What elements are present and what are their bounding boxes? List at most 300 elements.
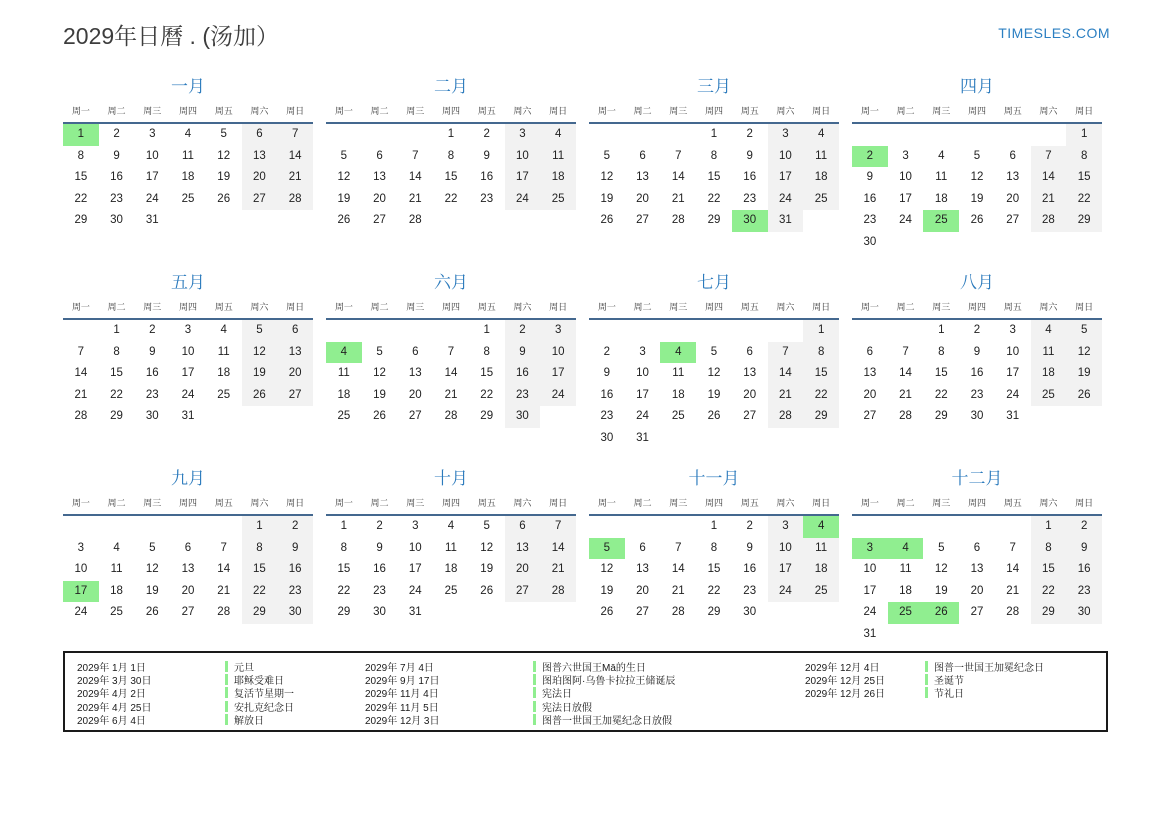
- weekday-label: 周三: [143, 106, 162, 116]
- legend-entry-date: 2029年 12月 4日: [805, 663, 880, 675]
- weekday-label: 周二: [633, 106, 652, 116]
- day-cell: 11: [445, 541, 457, 554]
- holiday-marker-bar: [225, 674, 228, 685]
- day-cell: 26: [707, 410, 721, 422]
- day-cell: 8: [242, 538, 278, 560]
- day-cell: 18: [1031, 363, 1067, 385]
- day-cell: 5: [973, 149, 981, 162]
- day-cell: 21: [540, 559, 576, 581]
- day-cell: 19: [1066, 363, 1102, 385]
- day-cell: 19: [600, 192, 614, 205]
- day-cell: 30: [110, 214, 123, 226]
- day-cell: 30: [277, 602, 313, 624]
- empty-cell: [803, 602, 839, 624]
- weekday-label: 周五: [214, 498, 233, 508]
- weekday-label: 周三: [669, 498, 688, 508]
- day-cell: 4: [220, 324, 227, 336]
- day-cell: 28: [277, 189, 313, 211]
- day-cell: 5: [376, 345, 383, 358]
- weekday-label: 周二: [633, 498, 652, 508]
- day-cell: 28: [899, 410, 912, 422]
- day-cell: 9: [376, 541, 383, 554]
- day-cell: 19: [337, 192, 351, 205]
- day-cell: 26: [600, 214, 614, 226]
- weekday-label: 周一: [334, 302, 353, 312]
- weekday-label: 周一: [334, 106, 353, 116]
- day-cell: 22: [1031, 581, 1067, 603]
- legend-entry-date: 2029年 4月 25日: [77, 702, 152, 714]
- day-cell: 27: [863, 410, 877, 422]
- day-cell: 3: [639, 345, 646, 358]
- empty-cell: [63, 516, 99, 538]
- month-block-3: [589, 72, 839, 253]
- day-cell: 2: [1066, 516, 1102, 538]
- day-cell: 8: [77, 149, 85, 162]
- month-days-grid: [852, 124, 1102, 253]
- legend-entry-name: 耶稣受难日: [234, 676, 284, 688]
- day-cell: 7: [1009, 541, 1016, 554]
- day-cell: 26: [337, 214, 351, 226]
- day-cell: 19: [480, 563, 494, 575]
- day-cell: 20: [1006, 192, 1020, 205]
- weekday-label: 周二: [370, 106, 389, 116]
- day-cell: 24: [899, 214, 912, 226]
- empty-cell: [397, 320, 433, 342]
- day-cell: 29: [74, 214, 88, 226]
- day-cell: 15: [707, 171, 721, 183]
- weekday-header-row: [63, 294, 313, 320]
- weekday-label: 周五: [740, 106, 759, 116]
- day-cell: 18: [803, 559, 839, 581]
- month-days-grid: [63, 516, 313, 624]
- day-cell: 16: [863, 192, 877, 205]
- weekday-label: 周二: [370, 302, 389, 312]
- day-cell: 12: [480, 541, 494, 554]
- empty-cell: [888, 624, 924, 646]
- day-cell: 22: [444, 192, 458, 205]
- empty-cell: [589, 516, 625, 538]
- day-cell: 23: [863, 214, 877, 226]
- empty-cell: [923, 516, 959, 538]
- weekday-label: 周日: [549, 302, 568, 312]
- day-cell: 28: [671, 606, 685, 618]
- day-cell: 1: [938, 324, 945, 336]
- day-cell: 16: [145, 367, 159, 379]
- empty-cell: [242, 210, 278, 232]
- empty-cell: [134, 516, 170, 538]
- empty-cell: [995, 516, 1031, 538]
- day-cell: 31: [145, 214, 159, 226]
- day-cell: 12: [1066, 342, 1102, 364]
- empty-cell: [888, 320, 924, 342]
- legend-entry-name: 复活节星期一: [234, 689, 294, 701]
- day-cell: 23: [970, 388, 984, 401]
- day-cell: 7: [412, 149, 419, 162]
- day-cell: 31: [768, 210, 804, 232]
- empty-cell: [277, 406, 313, 428]
- weekday-label: 周四: [704, 302, 723, 312]
- empty-cell: [433, 320, 469, 342]
- day-cell: 30: [1066, 602, 1102, 624]
- day-cell: 29: [707, 606, 721, 618]
- month-title: 八月: [960, 273, 994, 292]
- day-cell: 7: [540, 516, 576, 538]
- legend-column-1: [77, 660, 365, 730]
- weekday-label: 周五: [477, 106, 496, 116]
- day-cell: 24: [505, 189, 541, 211]
- day-cell: 20: [636, 192, 649, 205]
- day-cell: 27: [505, 581, 541, 603]
- day-cell: 20: [743, 388, 757, 401]
- day-cell: 13: [505, 538, 541, 560]
- day-cell: 19: [600, 584, 614, 597]
- day-cell: 31: [1006, 410, 1020, 422]
- weekday-label: 周三: [932, 498, 951, 508]
- day-cell: 26: [480, 584, 494, 597]
- holiday-day-cell: 25: [923, 210, 959, 232]
- weekday-label: 周六: [250, 498, 269, 508]
- weekday-label: 周六: [1039, 498, 1058, 508]
- day-cell: 19: [970, 192, 984, 205]
- day-cell: 1: [340, 520, 348, 532]
- day-cell: 2: [603, 345, 611, 358]
- empty-cell: [660, 320, 696, 342]
- holiday-day-cell: 2: [852, 146, 888, 168]
- day-cell: 11: [899, 563, 912, 575]
- day-cell: 14: [768, 363, 804, 385]
- weekday-label: 周日: [286, 106, 305, 116]
- weekday-label: 周二: [370, 498, 389, 508]
- day-cell: 16: [480, 171, 494, 183]
- day-cell: 1: [710, 128, 718, 140]
- weekday-label: 周四: [178, 106, 197, 116]
- day-cell: 13: [970, 563, 984, 575]
- weekday-label: 周三: [143, 302, 162, 312]
- legend-entry: [365, 713, 805, 726]
- day-cell: 24: [768, 189, 804, 211]
- weekday-label: 周四: [967, 498, 986, 508]
- day-cell: 27: [743, 410, 757, 422]
- legend-entry-date: 2029年 9月 17日: [365, 676, 440, 688]
- day-cell: 19: [217, 171, 231, 183]
- day-cell: 19: [707, 388, 721, 401]
- holiday-day-cell: 3: [852, 538, 888, 560]
- weekday-label: 周四: [441, 498, 460, 508]
- month-days-grid: [326, 320, 576, 428]
- month-block-11: [589, 464, 839, 645]
- day-cell: 15: [337, 563, 351, 575]
- day-cell: 22: [74, 192, 88, 205]
- legend-entry: [77, 660, 365, 673]
- legend-entry: [365, 673, 805, 686]
- legend-entry-name: 图珀图阿·乌鲁卡拉拉王储诞辰: [542, 676, 676, 688]
- day-cell: 23: [1066, 581, 1102, 603]
- day-cell: 1: [710, 520, 718, 532]
- empty-cell: [505, 210, 541, 232]
- day-cell: 15: [707, 563, 721, 575]
- day-cell: 5: [340, 149, 348, 162]
- day-cell: 7: [675, 541, 682, 554]
- legend-entry-name: 元旦: [234, 663, 254, 675]
- day-cell: 17: [540, 363, 576, 385]
- day-cell: 17: [145, 171, 159, 183]
- day-cell: 18: [337, 388, 351, 401]
- empty-cell: [923, 124, 959, 146]
- day-cell: 17: [768, 167, 804, 189]
- day-cell: 8: [1031, 538, 1067, 560]
- day-cell: 9: [149, 345, 156, 358]
- month-title: 一月: [171, 77, 205, 96]
- weekday-label: 周四: [441, 302, 460, 312]
- day-cell: 30: [863, 235, 877, 248]
- holiday-marker-bar: [225, 714, 228, 725]
- day-cell: 27: [408, 410, 422, 422]
- day-cell: 26: [373, 410, 386, 422]
- weekday-label: 周一: [860, 106, 879, 116]
- empty-cell: [206, 210, 242, 232]
- day-cell: 25: [1031, 385, 1067, 407]
- day-cell: 12: [242, 342, 278, 364]
- month-days-grid: [852, 320, 1102, 428]
- weekday-label: 周一: [71, 498, 90, 508]
- day-cell: 24: [1006, 388, 1020, 401]
- day-cell: 3: [540, 320, 576, 342]
- day-cell: 31: [408, 606, 422, 618]
- month-title: 十一月: [688, 469, 740, 488]
- empty-cell: [852, 516, 888, 538]
- legend-entry-name: 解放日: [234, 715, 264, 727]
- day-cell: 17: [636, 388, 649, 401]
- day-cell: 9: [1066, 538, 1102, 560]
- day-cell: 18: [899, 584, 912, 597]
- day-cell: 14: [217, 563, 231, 575]
- empty-cell: [242, 406, 278, 428]
- empty-cell: [768, 428, 804, 450]
- day-cell: 29: [242, 602, 278, 624]
- month-title: 三月: [697, 77, 731, 96]
- day-cell: 16: [505, 363, 541, 385]
- day-cell: 28: [444, 410, 458, 422]
- weekday-label: 周四: [704, 106, 723, 116]
- day-cell: 20: [863, 388, 877, 401]
- day-cell: 12: [934, 563, 948, 575]
- empty-cell: [1031, 232, 1067, 254]
- day-cell: 4: [803, 124, 839, 146]
- month-days-grid: [326, 124, 576, 232]
- day-cell: 13: [277, 342, 313, 364]
- empty-cell: [170, 516, 206, 538]
- day-cell: 24: [408, 584, 422, 597]
- holiday-marker-bar: [533, 714, 536, 725]
- day-cell: 18: [803, 167, 839, 189]
- day-cell: 17: [505, 167, 541, 189]
- month-block-1: [63, 72, 313, 253]
- legend-entry: [805, 673, 1106, 686]
- day-cell: 12: [145, 563, 159, 575]
- day-cell: 18: [671, 388, 685, 401]
- weekday-label: 周六: [513, 106, 532, 116]
- day-cell: 29: [803, 406, 839, 428]
- day-cell: 6: [184, 541, 192, 554]
- weekday-label: 周二: [633, 302, 652, 312]
- day-cell: 12: [217, 149, 231, 162]
- day-cell: 17: [408, 563, 422, 575]
- weekday-label: 周六: [1039, 106, 1058, 116]
- weekday-header-row: [326, 294, 576, 320]
- day-cell: 7: [902, 345, 909, 358]
- day-cell: 27: [1006, 214, 1020, 226]
- day-cell: 25: [671, 410, 685, 422]
- day-cell: 7: [277, 124, 313, 146]
- day-cell: 20: [277, 363, 313, 385]
- day-cell: 6: [376, 149, 383, 162]
- day-cell: 5: [938, 541, 945, 554]
- legend-entry-date: 2029年 11月 4日: [365, 689, 439, 701]
- day-cell: 8: [483, 345, 490, 358]
- day-cell: 22: [110, 388, 123, 401]
- months-grid: [63, 72, 1103, 645]
- legend-entry-date: 2029年 3月 30日: [77, 676, 152, 688]
- weekday-label: 周五: [740, 302, 759, 312]
- weekday-header-row: [63, 98, 313, 124]
- weekday-label: 周日: [812, 498, 831, 508]
- day-cell: 25: [540, 189, 576, 211]
- weekday-label: 周三: [406, 302, 425, 312]
- day-cell: 16: [743, 563, 757, 575]
- weekday-label: 周五: [477, 498, 496, 508]
- weekday-label: 周五: [1003, 106, 1022, 116]
- day-cell: 6: [639, 149, 646, 162]
- empty-cell: [959, 124, 995, 146]
- day-cell: 13: [181, 563, 195, 575]
- weekday-label: 周一: [71, 106, 90, 116]
- day-cell: 28: [408, 214, 422, 226]
- legend-entry-name: 安扎克纪念日: [234, 702, 294, 714]
- day-cell: 29: [337, 606, 351, 618]
- day-cell: 27: [181, 606, 195, 618]
- day-cell: 5: [1066, 320, 1102, 342]
- empty-cell: [995, 232, 1031, 254]
- day-cell: 6: [746, 345, 753, 358]
- empty-cell: [660, 124, 696, 146]
- day-cell: 12: [373, 367, 386, 379]
- day-cell: 23: [505, 385, 541, 407]
- day-cell: 2: [376, 520, 383, 532]
- site-logo-link[interactable]: TIMESLES.COM: [998, 25, 1110, 41]
- day-cell: 14: [444, 367, 458, 379]
- empty-cell: [362, 320, 398, 342]
- day-cell: 12: [707, 367, 721, 379]
- weekday-label: 周一: [71, 302, 90, 312]
- day-cell: 13: [242, 146, 278, 168]
- weekday-label: 周三: [143, 498, 162, 508]
- empty-cell: [362, 124, 398, 146]
- day-cell: 6: [866, 345, 874, 358]
- day-cell: 16: [373, 563, 386, 575]
- day-cell: 24: [540, 385, 576, 407]
- weekday-label: 周一: [860, 498, 879, 508]
- day-cell: 11: [1031, 342, 1067, 364]
- weekday-label: 周二: [107, 106, 126, 116]
- legend-entry-name: 图普一世国王加冕纪念日: [934, 663, 1044, 675]
- day-cell: 29: [1066, 210, 1102, 232]
- empty-cell: [1031, 624, 1067, 646]
- weekday-label: 周四: [967, 302, 986, 312]
- weekday-label: 周四: [704, 498, 723, 508]
- empty-cell: [923, 232, 959, 254]
- legend-entry: [805, 660, 1106, 673]
- weekday-label: 周六: [776, 498, 795, 508]
- day-cell: 5: [603, 149, 611, 162]
- month-days-grid: [589, 124, 839, 232]
- day-cell: 28: [540, 581, 576, 603]
- day-cell: 3: [768, 516, 804, 538]
- weekday-label: 周日: [286, 302, 305, 312]
- day-cell: 11: [672, 367, 685, 379]
- empty-cell: [589, 124, 625, 146]
- day-cell: 9: [603, 367, 611, 379]
- weekday-label: 周五: [214, 106, 233, 116]
- day-cell: 31: [181, 410, 195, 422]
- weekday-label: 周四: [441, 106, 460, 116]
- empty-cell: [888, 124, 924, 146]
- day-cell: 10: [540, 342, 576, 364]
- day-cell: 21: [1006, 584, 1020, 597]
- empty-cell: [1066, 624, 1102, 646]
- day-cell: 24: [145, 192, 159, 205]
- day-cell: 27: [970, 606, 984, 618]
- day-cell: 30: [145, 410, 159, 422]
- weekday-label: 周二: [896, 106, 915, 116]
- day-cell: 17: [1006, 367, 1020, 379]
- day-cell: 25: [217, 388, 231, 401]
- day-cell: 11: [337, 367, 350, 379]
- empty-cell: [433, 602, 469, 624]
- day-cell: 23: [373, 584, 386, 597]
- weekday-label: 周日: [549, 498, 568, 508]
- day-cell: 18: [110, 584, 123, 597]
- day-cell: 16: [110, 171, 123, 183]
- day-cell: 1: [483, 324, 490, 336]
- day-cell: 13: [863, 367, 877, 379]
- day-cell: 9: [505, 342, 541, 364]
- month-title: 四月: [960, 77, 994, 96]
- month-title: 六月: [434, 273, 468, 292]
- holiday-day-cell: 5: [589, 538, 625, 560]
- empty-cell: [99, 516, 135, 538]
- day-cell: 22: [1066, 189, 1102, 211]
- day-cell: 15: [242, 559, 278, 581]
- day-cell: 15: [1031, 559, 1067, 581]
- legend-entry-name: 圣诞节: [934, 676, 964, 688]
- legend-entry-date: 2029年 11月 5日: [365, 702, 439, 714]
- day-cell: 3: [149, 128, 156, 140]
- day-cell: 27: [277, 385, 313, 407]
- day-cell: 1: [1031, 516, 1067, 538]
- day-cell: 28: [217, 606, 231, 618]
- day-cell: 15: [934, 367, 948, 379]
- day-cell: 9: [483, 149, 490, 162]
- day-cell: 14: [671, 563, 685, 575]
- day-cell: 2: [973, 324, 981, 336]
- weekday-label: 周三: [406, 106, 425, 116]
- weekday-header-row: [852, 294, 1102, 320]
- empty-cell: [995, 124, 1031, 146]
- day-cell: 12: [970, 171, 984, 183]
- day-cell: 7: [675, 149, 682, 162]
- weekday-label: 周二: [107, 302, 126, 312]
- day-cell: 21: [768, 385, 804, 407]
